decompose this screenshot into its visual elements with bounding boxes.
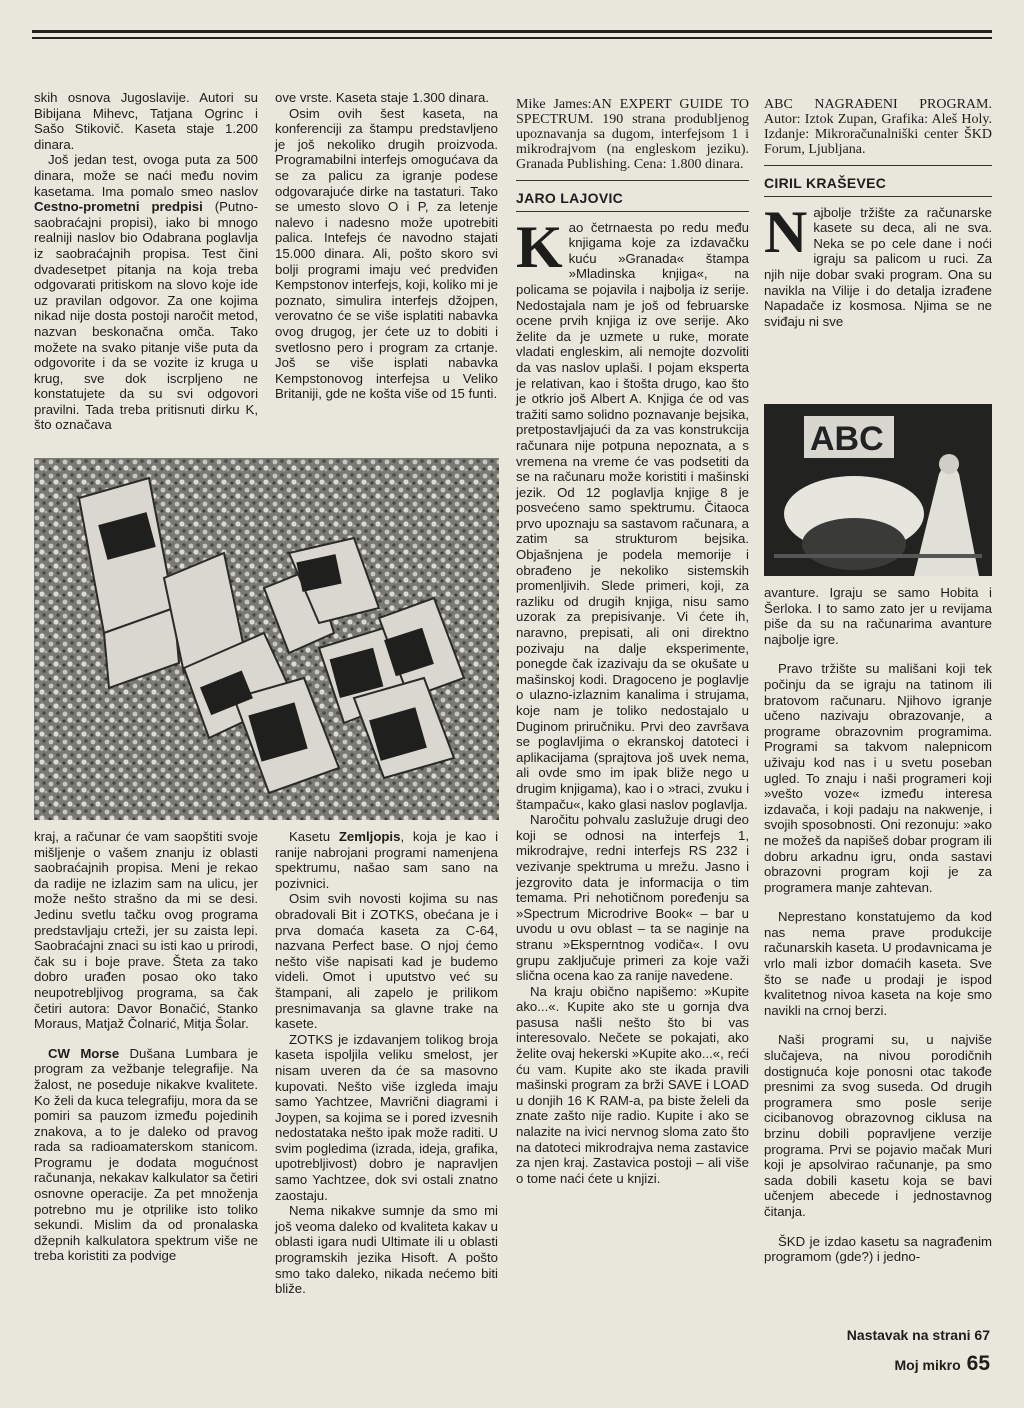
paragraph: Neprestano konstatujemo da kod nas nema prave produkcije računarskih kaseta. U prodavnicama je vrlo mali izbor domaćih kaseta. Sve što se nađe u prodaji je ispod kvalitetnog nivoa kaseta na koje smo navikli na crnoj berzi. (764, 909, 992, 1018)
paragraph (764, 198, 992, 330)
column-1-bottom (34, 829, 258, 1264)
book-info: Mike James:AN EXPERT GUIDE TO SPECTRUM. 190 strana produbljenog upoznavanja sa dugom, interfejsom 1 i mikrodrajvom (na engleskom jeziku). Granada Publishing. Cena: 1.800 dinara. (516, 97, 749, 172)
page-footer (895, 1352, 990, 1376)
cassettes-photo (34, 458, 499, 820)
text: ao četrnaesta po redu među knjigama koje za izdavačku kuću »Granada« štampa »Mladinska knjiga«, na policama se pojavila i najbolja iz serije. Nedostajala nam je još od februarske ocene prvih knjiga iz ove serije. Ako želite da je uzmete u ruke, morate vladati engleskim, ali nemojte dozvoliti da vas naslov uplaši. I pojam eksperta je relativan, kao i štošta drugo, kao što je otkrio još Albert A. Knjiga će od vas tražiti samo solidno poznavanje bejsika, pretpostavljajući da za vas konstrukcija računara nije potpuna nepoznata, a s vremena na vreme će vas podsetiti da se na računaru može koristiti i mašinski jezik. Od 12 poglavlja knjige 8 je posvećeno samo spektrumu. Čitaoca prvo upoznaju sa sastavom računara, a zatim sa strukturom bejsika. Objašnjena je podela memorije i obrađeno je nekoliko sistemskih promenljivih. Slede primeri, koji, za razliku od drugih knjiga, nisu samo uzorak za prepisivanje. Vi ćete ih, naravno, prepisati, ali oni direktno pozivaju na dalje eksperimente, ponegde čak izazivaju da se okušate u mašinskoj kodi. Dragoceno je poglavlje o ulazno-izlaznim kanalima i strujama, koje nam je toliko nedostajalo u Duginom priručniku. Prvi deo završava se poglavljima o ekranskoj datoteci i aplikacijama (sprajtova još uvek nema, ali ovde smo im ipak bliže nego u drugim knjigama), kao i o »traci, zvuku i štampaču«, kako glasi naslov poglavlja. (516, 219, 749, 812)
paragraph (34, 152, 258, 433)
paragraph: avanture. Igraju se samo Hobita i Šerloka. I to samo zato jer u revijama piše da su na računarima avanture najbolje igre. (764, 585, 992, 647)
abc-sign-text: ABC (810, 420, 884, 458)
column-1-top (34, 90, 258, 433)
divider (764, 196, 992, 197)
paragraph (516, 213, 749, 813)
text: , koja je kao i ranije nabrojani programi namenjena spektrumu, našao sam sano na pozivnici. (275, 829, 498, 891)
review-author: CIRIL KRAŠEVEC (764, 175, 887, 191)
paragraph: skih osnova Jugoslavije. Autori su Bibijana Mihevc, Tatjana Ogrinc i Sašo Stikovič. Kaseta staje 1.200 dinara. (34, 90, 258, 152)
drop-cap: N (764, 198, 808, 265)
paragraph: Nema nikakve sumnje da smo mi još veoma daleko od kvaliteta kakav u oblasti igara nudi Ultimate ili u oblasti programskih jezika Hisoft. A pošto smo tako daleko, nikada nećemo biti bliže. (275, 1203, 498, 1297)
divider (516, 180, 749, 181)
column-4-continued (764, 585, 992, 1265)
paragraph: Pravo tržište su mališani koji tek počinju da se igraju na tatinom ili bratovom računaru. Njihovo igranje učeno nazivaju obrazovanje, a programe obrazovnim programima. Programi sa takvom nalepnicom uživaju kod nas i u svetu poseban ugled. To znaju i naši programeri koji »vešto voze« između interesa izdavača, i koji padaju na nakwenje, i svojih sposobnosti. Oni rezonuju: »ako ne možeš da napišeš dobar program ili dobru arkadnu igru, onda sastavi obrazovni program koji je za programera manje zahtevan. (764, 661, 992, 895)
book-info: ABC NAGRAĐENI PROGRAM. Autor: Iztok Zupan, Grafika: Aleš Holy. Izdanje: Mikroračunalniški center ŠKD Forum, Ljubljana. (764, 97, 992, 157)
paragraph: Na kraju obično napišemo: »Kupite ako...«. Kupite ako ste u gornja dva pasusa našli nešto što bi vas interesovalo. Nečete se pokajati, ako želite ovaj hekerski »Kupite ako...«, reći ću vam. Kupite ako ste ikada pravili mašinski program za brži SAVE i LOAD u donjih 16 K RAM-a, pa biste želeli da znate zašto nije radio. Kupite i ako se nalazite na ivici nervnog sloma zato što na datoteci mikrodrajva nema zastavice za njen kraj. Zastavica postoji – ali više o tome naći ćete u knjizi. (516, 983, 749, 1186)
abc-screen-photo (764, 404, 992, 576)
paragraph: ZOTKS je izdavanjem tolikog broja kaseta ispoljila veliku smelost, jer nisam uveren da će sa masovno kupovati. Nešto više izgleda imaju samo Yachtzee, Mavrični diagrami i Joypen, sa kojima se i pored izvesnih nedostataka nešto ipak može raditi. U svim pogledima (izrada, ideja, grafika, upotrebljivost) dobro je napravljen samo Yachtzee, dok svi ostali znatno zaostaju. (275, 1031, 498, 1203)
column-2-bottom (275, 829, 498, 1297)
paragraph: Naročitu pohvalu zaslužuje drugi deo koji se odnosi na interfejs 1, mikrodrajve, redni interfejs RS 232 i vezivanje spektruma u mrežu. Jasno i jezgrovito data je informacija o tim temama. Pri nehotičnom poređenju sa »Spectrum Microdrive Book« – bar u uvodu u ovu oblast – ta se naginje na stranu »Eksperntnog vodiča«. I ovu grupu zaključuje primeri za koje važi slična ocena kao za ranije navedene. (516, 812, 749, 984)
text: Dušana Lumbara je program za vežbanje telegrafije. Na žalost, ne poseduje nikakve kvalitete. Ko želi da kuca telegrafiju, mora da se pomiri sa pauzom između pojedinih znakova, a to je daleko od pravog rada sa radioamaterskom stanicom. Programu je dodata mogućnost računanja, nekakav kalkulator sa četiri osnovne operacije. Za pet množenja potrebno mu je otprilike isto toliko sekundi. Mislim da od pronalaska džepnih kalkulatora spektrum više ne treba koristiti za podvige (34, 1045, 258, 1264)
review-author: JARO LAJOVIC (516, 190, 624, 206)
cassettes-illustration (34, 458, 499, 820)
continued-note: Nastavak na strani 67 (846, 1327, 990, 1343)
text: Kasetu (289, 829, 339, 844)
drop-cap: K (516, 213, 563, 280)
page-number: 65 (966, 1352, 990, 1375)
text: Još jedan test, ovoga puta za 500 dinara, može se naći među novim kasetama. Ima pomalo smeo naslov (34, 152, 258, 199)
top-rule-secondary (32, 37, 992, 39)
column-2-top (275, 90, 498, 402)
abc-illustration (764, 404, 992, 576)
paragraph: Osim svih novosti kojima su nas obradovali Bit i ZOTKS, obećana je i prva domaća kaseta za C-64, nazvana Perfect base. O njoj ćemo nešto više napisati kad je budemo videli. Omot i uputstvo već su štampani, ali zapelo je prilikom presnimavanja sa glavne trake na kasete. (275, 891, 498, 1032)
magazine-name: Moj mikro (894, 1357, 961, 1373)
text: ajbolje tržište za računarske kasete su deca, ali ne sva. Neka se po cele dane i noći igraju sa palicom u ruci. Za njih nije dobar svaki program. Ona su navikla na Vilije i do detalja izrađene Napadače iz kosmosa. Njima se ne sviđaju ni sve (764, 204, 992, 329)
column-4 (764, 97, 992, 329)
paragraph: ŠKD je izdao kasetu sa nagrađenim programom (gde?) i jedno- (764, 1233, 992, 1265)
divider (516, 211, 749, 212)
program-title: CW Morse (48, 1045, 120, 1061)
column-3 (516, 97, 749, 1186)
program-title: Cestno-prometni predpisi (34, 199, 203, 215)
paragraph (34, 1046, 258, 1264)
divider (764, 165, 992, 166)
paragraph: Naši programi su, u najviše slučajeva, na nivou porodičnih dostignuća koje ponosni otac takođe presnimi za svog suseda. Od drugih programera smo posle serije cicibanovog obrazovnog ciklusa na brzinu dobili popravljene verzije programa. Prvi se pojavio mačak Muri koji je apsolvirao računanje, pa smo sada dobili kasetu koja se bavi učenjem abecede i jednostavnog čitanja. (764, 1032, 992, 1219)
top-rule (32, 30, 992, 33)
paragraph: Osim ovih šest kaseta, na konferenciji za štampu predstavljeno je još nekoliko drugih proizvoda. Programabilni interfejs omogućava da se za palicu za igranje podese odgovarajuće dirke na tastaturi. Tako se umesto slovo O i P, za letenje nalevo i nadesno može upotrebiti palica. Intefejs će navodno stajati 15.000 dinara. Ali, pošto skoro svi bolji programi imaju već predviđen Kempstonov interfejs, koji, koliko mi je poznato, simulira interfejs džojpen, verovatno će se više isplatiti nabavka ovog drugog, jer ćete uz to dobiti i svetlosno pero i program za crtanje. Još se više isplati nabavka Kempstonovog interfejsa u Veliko Britaniji, gde ne košta više od 15 funti. (275, 105, 498, 402)
paragraph: kraj, a računar će vam saopštiti svoje mišljenje o vašem znanju iz oblasti saobraćajnih propisa. Meni je rekao da radije ne izlazim sam na ulicu, jer može nešto strašno da mi se desi. Jedinu svetlu tačku ovog programa predstavljaju crteži, jer su zaista lepi. Saobraćajni znaci su isti kao u prirodi, čak su i boje prave. Šteta za tako dobro urađen posao oko tako neupotrebljivog programa, sa čak četiri autora: Davor Bonačić, Stanko Moraus, Matjaž Čolnarić, Mitja Šolar. (34, 829, 258, 1032)
paragraph (275, 829, 498, 891)
text: (Putno-saobraćajni propisi), iako bi mnogo realniji naslov bio Odabrana poglavlja iz saobraćajnih propisa. Test čini dvadesetpet pitanja na koja treba odgovarati pritiskom na slovo koje ide uz pravilan odgovor. Za one kojima nikad nije dosta postoji naročit metod, nazvan beskonačna omča. Tako možete na svako pitanje više puta da odgovorite i da se vozite iz kruga u krug, sve dok iscrpljeno ne konstatujete da su svi odgovori pravilni. Tada treba pritisnuti dirku K, što označava (34, 199, 258, 433)
paragraph: ove vrste. Kaseta staje 1.300 dinara. (275, 90, 490, 105)
program-title: Zemljopis (338, 829, 401, 844)
